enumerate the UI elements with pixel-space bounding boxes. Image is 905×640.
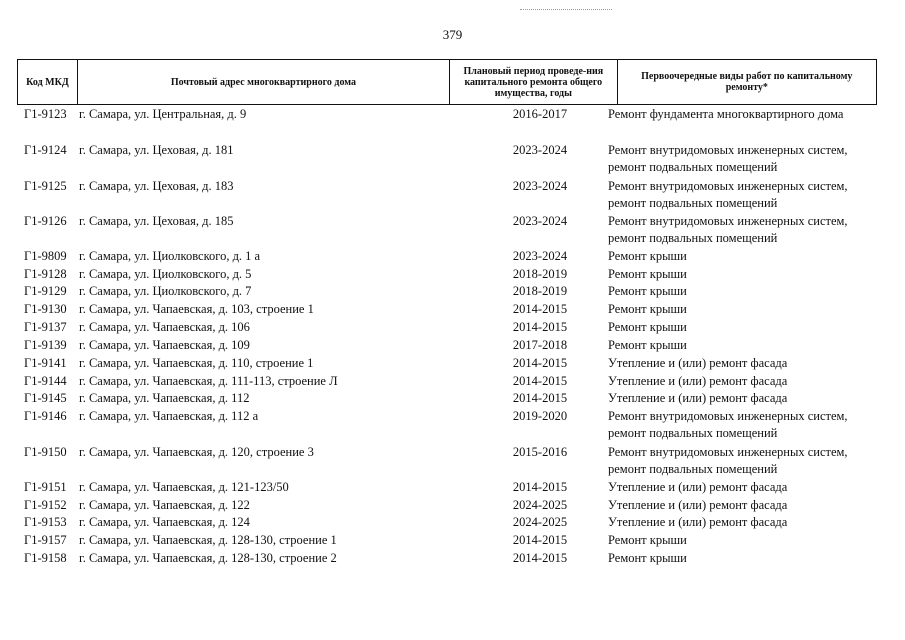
- row-works-continued: ремонт подвальных помещений: [608, 196, 778, 210]
- row-works-continued: ремонт подвальных помещений: [608, 231, 778, 245]
- table-row: [0, 408, 905, 440]
- row-address: г. Самара, ул. Циолковского, д. 7: [79, 284, 252, 298]
- row-period: 2024-2025: [512, 498, 568, 512]
- table-row: [0, 514, 905, 532]
- row-address: г. Самара, ул. Циолковского, д. 5: [79, 267, 252, 281]
- row-address: г. Самара, ул. Чапаевская, д. 121-123/50: [79, 480, 289, 494]
- row-works: Утепление и (или) ремонт фасада: [608, 356, 788, 370]
- row-code: Г1-9123: [24, 107, 67, 121]
- row-code: Г1-9124: [24, 143, 67, 157]
- row-period: 2018-2019: [512, 267, 568, 281]
- row-address: г. Самара, ул. Центральная, д. 9: [79, 107, 247, 121]
- row-period: 2017-2018: [512, 338, 568, 352]
- table-row: [0, 479, 905, 497]
- table-row: [0, 283, 905, 301]
- table-row: [0, 355, 905, 373]
- row-period: 2024-2025: [512, 515, 568, 529]
- row-address: г. Самара, ул. Цеховая, д. 185: [79, 214, 234, 228]
- row-period: 2023-2024: [512, 179, 568, 193]
- row-code: Г1-9129: [24, 284, 67, 298]
- row-address: г. Самара, ул. Чапаевская, д. 110, строение 1: [79, 356, 314, 370]
- row-works: Ремонт крыши: [608, 302, 687, 316]
- row-code: Г1-9137: [24, 320, 67, 334]
- row-address: г. Самара, ул. Чапаевская, д. 103, строение 1: [79, 302, 314, 316]
- row-works: Ремонт внутридомовых инженерных систем,: [608, 179, 848, 193]
- row-code: Г1-9145: [24, 391, 67, 405]
- row-code: Г1-9125: [24, 179, 67, 193]
- row-period: 2014-2015: [512, 320, 568, 334]
- row-address: г. Самара, ул. Чапаевская, д. 120, строение 3: [79, 445, 314, 459]
- row-works-continued: ремонт подвальных помещений: [608, 160, 778, 174]
- row-address: г. Самара, ул. Чапаевская, д. 109: [79, 338, 250, 352]
- row-works: Ремонт крыши: [608, 249, 687, 263]
- row-address: г. Самара, ул. Чапаевская, д. 122: [79, 498, 250, 512]
- header-address: Почтовый адрес многоквартирного дома: [78, 60, 450, 104]
- row-code: Г1-9141: [24, 356, 67, 370]
- row-code: Г1-9150: [24, 445, 67, 459]
- header-works: Первоочередные виды работ по капитальному ремонту*: [641, 71, 853, 93]
- row-address: г. Самара, ул. Чапаевская, д. 128-130, строение 1: [79, 533, 337, 547]
- row-code: Г1-9130: [24, 302, 67, 316]
- row-code: Г1-9809: [24, 249, 67, 263]
- row-period: 2023-2024: [512, 249, 568, 263]
- row-period: 2023-2024: [512, 214, 568, 228]
- table-row: [0, 532, 905, 550]
- header-period: Плановый период проведе-ния капитального ремонта общего имущества, годы: [450, 60, 618, 104]
- row-works: Ремонт фундамента многоквартирного дома: [608, 107, 844, 121]
- row-period: 2014-2015: [512, 391, 568, 405]
- row-works: Утепление и (или) ремонт фасада: [608, 391, 788, 405]
- row-period: 2019-2020: [512, 409, 568, 423]
- row-address: г. Самара, ул. Чапаевская, д. 128-130, строение 2: [79, 551, 337, 565]
- row-address: г. Самара, ул. Чапаевская, д. 106: [79, 320, 250, 334]
- row-works: Ремонт внутридомовых инженерных систем,: [608, 409, 848, 423]
- row-address: г. Самара, ул. Чапаевская, д. 111-113, строение Л: [79, 374, 338, 388]
- row-period: 2018-2019: [512, 284, 568, 298]
- row-period: 2014-2015: [512, 533, 568, 547]
- table-row: [0, 550, 905, 568]
- row-code: Г1-9152: [24, 498, 67, 512]
- row-address: г. Самара, ул. Цеховая, д. 181: [79, 143, 234, 157]
- table-row: [0, 497, 905, 515]
- row-works: Ремонт внутридомовых инженерных систем,: [608, 214, 848, 228]
- row-address: г. Самара, ул. Чапаевская, д. 124: [79, 515, 250, 529]
- row-works-continued: ремонт подвальных помещений: [608, 462, 778, 476]
- table-row: [0, 301, 905, 319]
- row-code: Г1-9139: [24, 338, 67, 352]
- scan-mark: [520, 9, 612, 12]
- row-code: Г1-9158: [24, 551, 67, 565]
- row-works: Утепление и (или) ремонт фасада: [608, 480, 788, 494]
- table-row: [0, 142, 905, 174]
- table-row: [0, 319, 905, 337]
- row-works: Ремонт крыши: [608, 284, 687, 298]
- row-period: 2016-2017: [512, 107, 568, 121]
- row-code: Г1-9144: [24, 374, 67, 388]
- row-works: Утепление и (или) ремонт фасада: [608, 374, 788, 388]
- row-period: 2014-2015: [512, 302, 568, 316]
- table-row: [0, 337, 905, 355]
- row-code: Г1-9151: [24, 480, 67, 494]
- row-works: Ремонт крыши: [608, 338, 687, 352]
- row-works: Утепление и (или) ремонт фасада: [608, 515, 788, 529]
- table-header: [17, 59, 877, 105]
- row-period: 2014-2015: [512, 480, 568, 494]
- table-row: [0, 213, 905, 245]
- row-address: г. Самара, ул. Чапаевская, д. 112 а: [79, 409, 259, 423]
- table-row: [0, 106, 905, 124]
- table-row: [0, 373, 905, 391]
- row-code: Г1-9153: [24, 515, 67, 529]
- row-code: Г1-9146: [24, 409, 67, 423]
- table-row: [0, 444, 905, 476]
- row-works: Ремонт крыши: [608, 267, 687, 281]
- row-works: Утепление и (или) ремонт фасада: [608, 498, 788, 512]
- table-row: [0, 390, 905, 408]
- row-period: 2015-2016: [512, 445, 568, 459]
- row-works-continued: ремонт подвальных помещений: [608, 426, 778, 440]
- row-code: Г1-9126: [24, 214, 67, 228]
- row-address: г. Самара, ул. Циолковского, д. 1 а: [79, 249, 261, 263]
- row-code: Г1-9128: [24, 267, 67, 281]
- table-row: [0, 178, 905, 210]
- row-works: Ремонт крыши: [608, 533, 687, 547]
- table-row: [0, 248, 905, 266]
- row-period: 2014-2015: [512, 356, 568, 370]
- row-works: Ремонт внутридомовых инженерных систем,: [608, 143, 848, 157]
- row-code: Г1-9157: [24, 533, 67, 547]
- row-works: Ремонт крыши: [608, 551, 687, 565]
- page-number: 379: [442, 27, 463, 42]
- header-code: Код МКД: [18, 60, 78, 104]
- row-address: г. Самара, ул. Цеховая, д. 183: [79, 179, 234, 193]
- row-period: 2014-2015: [512, 374, 568, 388]
- row-period: 2023-2024: [512, 143, 568, 157]
- row-period: 2014-2015: [512, 551, 568, 565]
- row-works: Ремонт крыши: [608, 320, 687, 334]
- row-address: г. Самара, ул. Чапаевская, д. 112: [79, 391, 250, 405]
- row-works: Ремонт внутридомовых инженерных систем,: [608, 445, 848, 459]
- table-row: [0, 266, 905, 284]
